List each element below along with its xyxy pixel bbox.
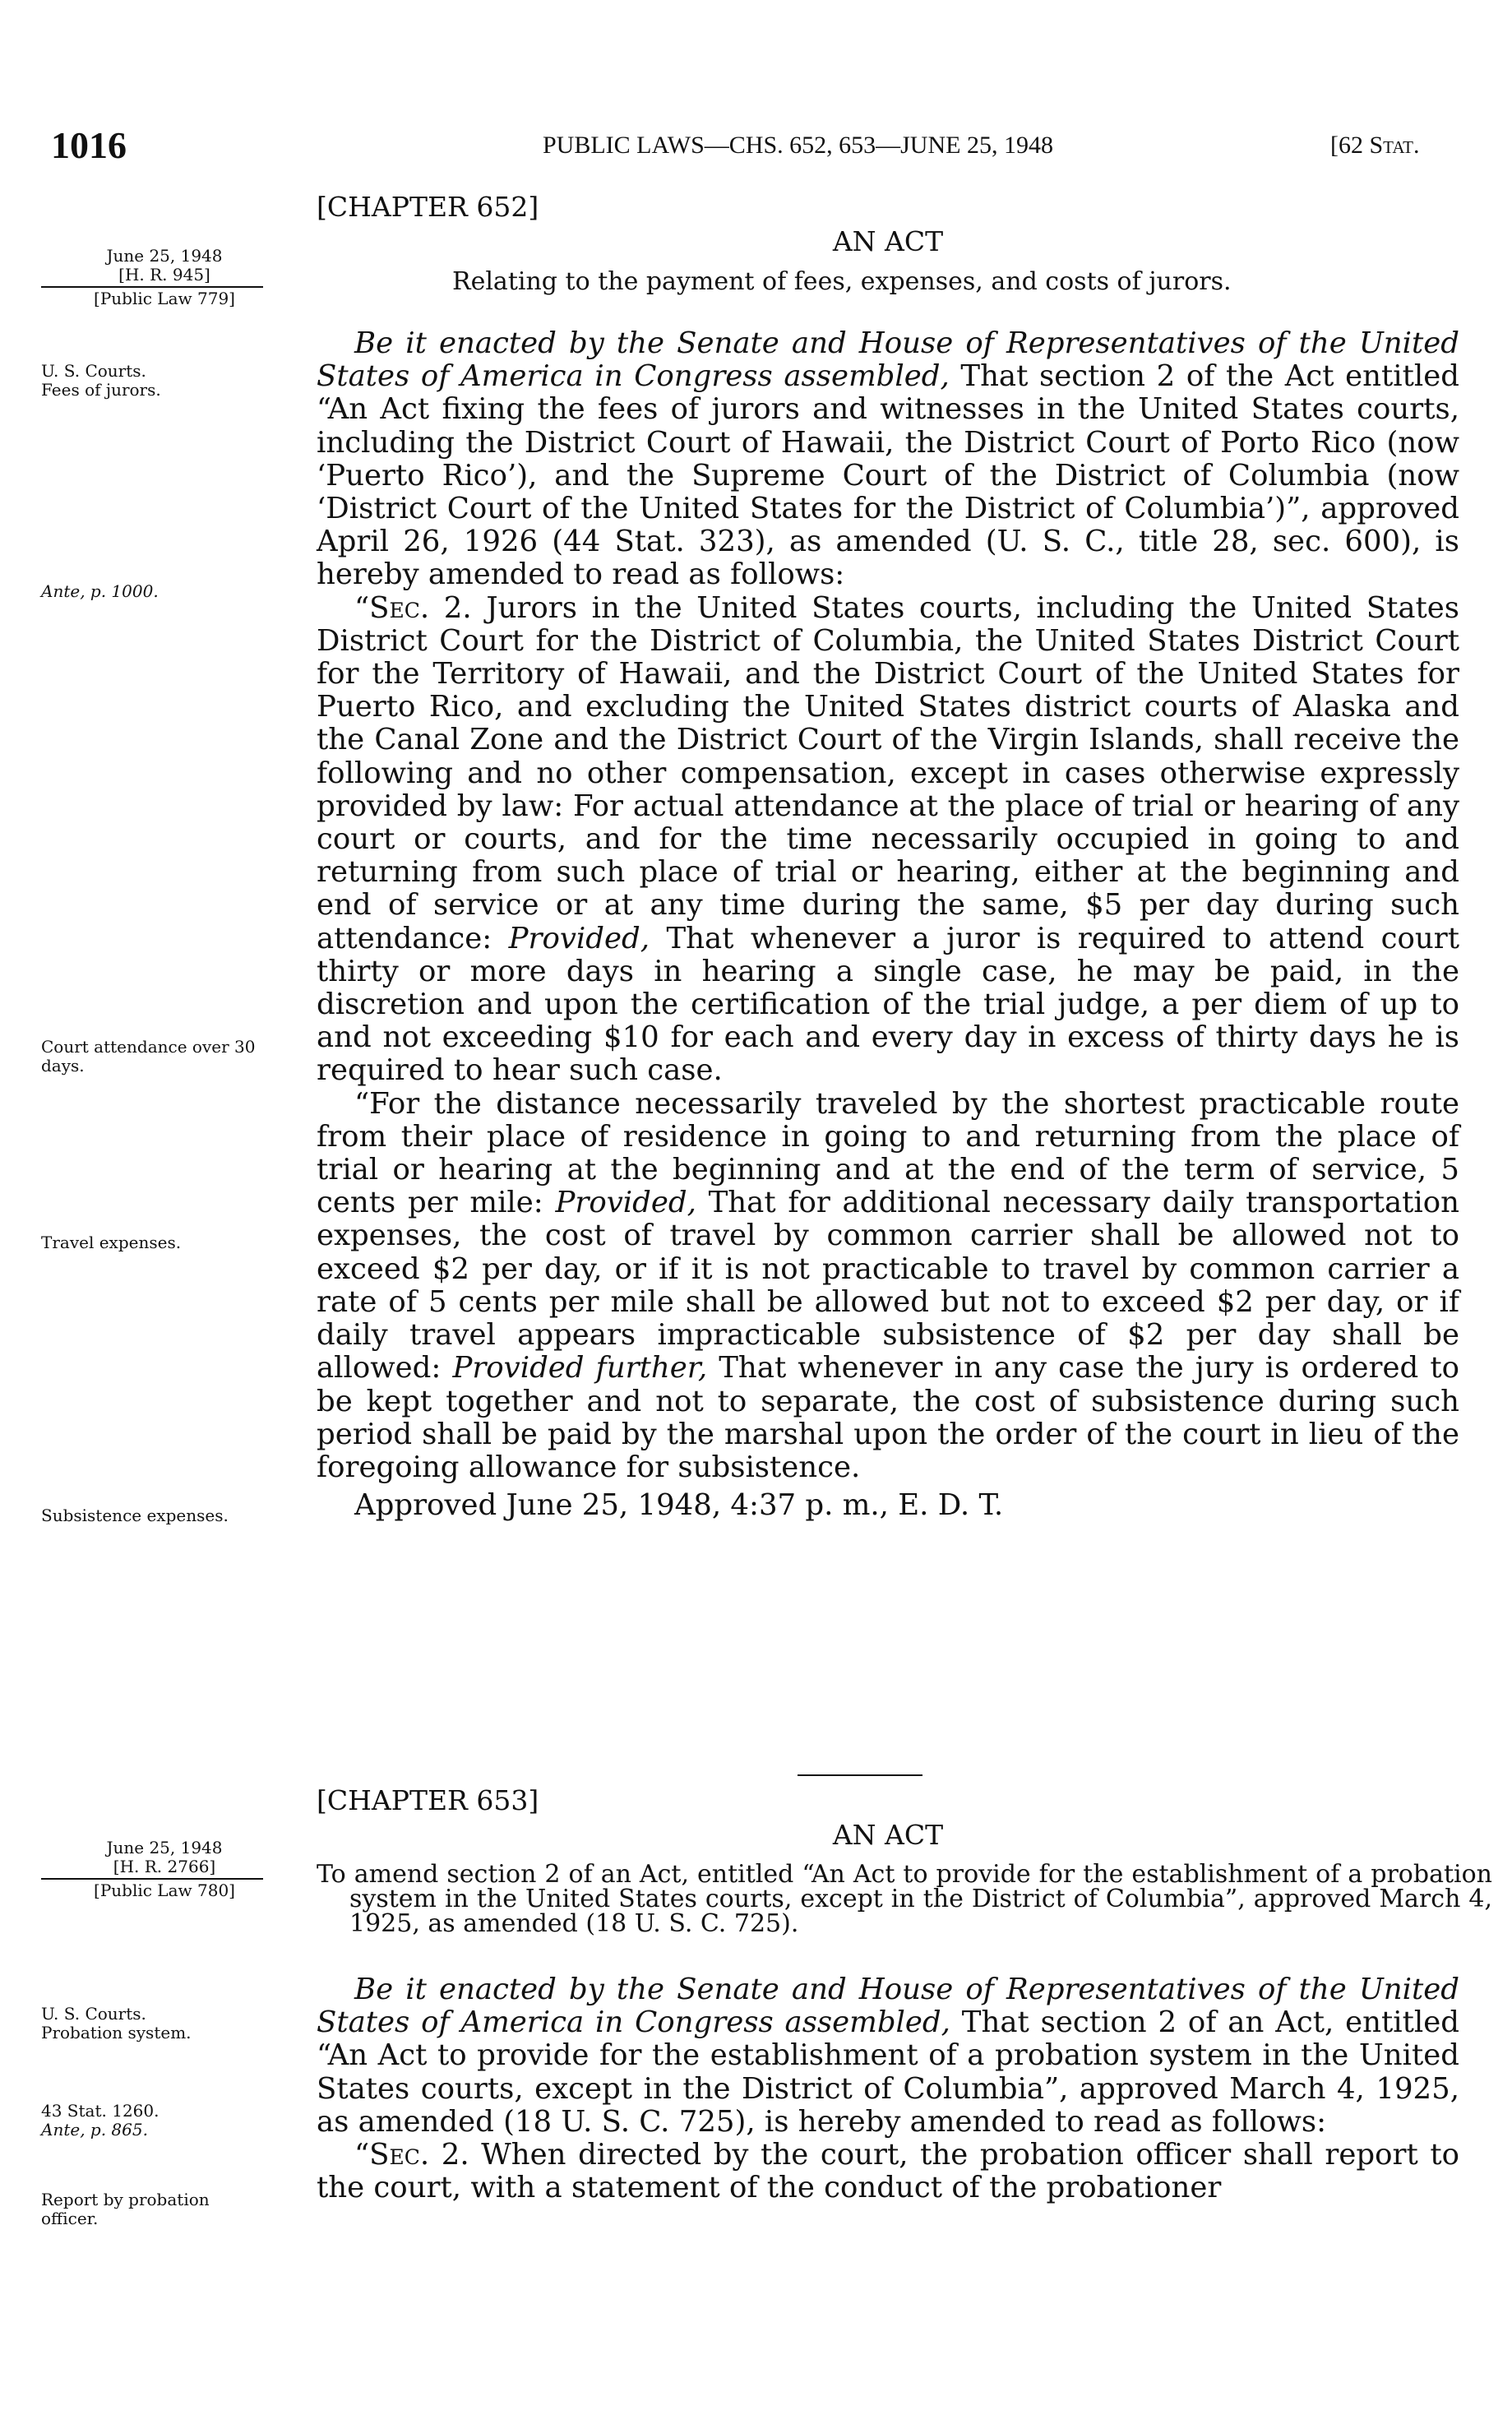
chapter-652-an-act: AN ACT bbox=[832, 225, 944, 257]
chapter-653-paragraph-1 bbox=[317, 1973, 1459, 2139]
chapter-652-paragraph-1 bbox=[317, 327, 1459, 592]
chapter-653-description: To amend section 2 of an Act, entitled “An Act to provide for the establishment of a probation system in the United States courts, except in the District of Columbia”, approved March 4, 1925, as amended (18 U. S. C. 725). bbox=[317, 1860, 1492, 1938]
margin-note-ch652-citation bbox=[41, 247, 288, 308]
quote-mark: “ bbox=[354, 2138, 370, 2172]
paragraph-text: That whenever in any case the jury is ordered to be kept together and not to separate, the cost of subsistence during such period shall be paid by the marshal upon the order of the court in lieu of the foregoing allowance for subsistence. bbox=[317, 1351, 1459, 1484]
margin-note-court-attendance: Court attendance over 30 days. bbox=[41, 1037, 256, 1076]
margin-topic-line-2: Fees of jurors. bbox=[41, 380, 161, 400]
margin-note-ch653-topic bbox=[41, 2005, 288, 2042]
chapter-653-body bbox=[317, 1973, 1459, 2204]
page-number: 1016 bbox=[51, 124, 127, 166]
margin-topic-line-1: U. S. Courts. bbox=[41, 361, 146, 381]
chapter-653-heading: [CHAPTER 653] bbox=[317, 1784, 539, 1816]
margin-topic-line-1: U. S. Courts. bbox=[41, 2004, 146, 2024]
chapter-652-section-2 bbox=[317, 592, 1459, 1088]
margin-date: June 25, 1948 bbox=[106, 1838, 223, 1857]
paragraph-text: That section 2 of an Act, entitled “An Act to provide for the establishment of a probation system in the United States courts, except in the District of Columbia”, approved March 4, 1925, as amended (18 U. S. C. 725), is hereby amended to read as follows: bbox=[317, 2005, 1459, 2139]
paragraph-text: That for additional necessary daily transportation expenses, the cost of travel by common carrier shall be allowed not to exceed $2 per day, or if it is not practicable to travel by common carrier a rate of 5 cents per mile shall be allowed but not to exceed $2 per day, or if daily travel appears impracticable subsistence of $2 per day shall be allowed: bbox=[317, 1186, 1459, 1385]
margin-note-ch652-topic bbox=[41, 362, 288, 400]
chapter-652-travel-paragraph bbox=[317, 1088, 1459, 1484]
stat-ref-word: Stat. bbox=[1369, 132, 1420, 159]
proviso: Provided, bbox=[555, 1186, 696, 1220]
margin-note-ch653-citation bbox=[41, 1839, 288, 1900]
statute-reference bbox=[1330, 132, 1420, 160]
paragraph-text: 2. Jurors in the United States courts, including the United States District Court for the District of Columbia, the United States District Court for the Territory of Hawaii, and the District Court of the United States for Puerto Rico, and excluding the United States district courts of Alaska and the Canal Zone and the District Court of the Virgin Islands, shall receive the following and no other compensation, except in cases otherwise expressly provided by law: For actual attendance at the place of trial or hearing of any court or courts, and for the time necessarily occupied in going to and returning from such place of trial or hearing, either at the beginning and end of service or at any time during the same, $5 per day during such attendance: bbox=[317, 590, 1459, 955]
paragraph-text: 2. When directed by the court, the probation officer shall report to the court, with a statement of the conduct of the probationer bbox=[317, 2138, 1459, 2205]
margin-public-law: [Public Law 779] bbox=[94, 289, 235, 308]
margin-note-subsistence: Subsistence expenses. bbox=[41, 1506, 229, 1525]
enacting-clause: Be it enacted by the Senate and House of Representatives of the United States of America in Congress assembled, bbox=[317, 1973, 1459, 2040]
section-label: Sec. bbox=[369, 590, 430, 625]
margin-date: June 25, 1948 bbox=[106, 246, 223, 266]
margin-note-ch653-stat bbox=[41, 2102, 288, 2140]
paragraph-text: That whenever a juror is required to attend court thirty or more days in hearing a single case, he may be paid, in the discretion and upon the certification of the trial judge, a per diem of up to and not exceeding $10 for each and every day in excess of thirty days he is required to hear such case. bbox=[317, 921, 1459, 1088]
chapter-653-an-act: AN ACT bbox=[832, 1819, 944, 1851]
paragraph-text: “For the distance necessarily traveled by the shortest practicable route from their place of residence in going to and returning from the place of trial or hearing at the beginning and at the end of the term of service, 5 cents per mile: bbox=[317, 1086, 1459, 1220]
chapter-652-approval: Approved June 25, 1948, 4:37 p. m., E. D. T. bbox=[354, 1488, 1004, 1523]
margin-note-report: Report by probation officer. bbox=[41, 2190, 210, 2228]
paragraph-text: That section 2 of the Act entitled “An Act fixing the fees of jurors and witnesses in the United States courts, including the District Court of Hawaii, the District Court of Porto Rico (now ‘Puerto Rico’), and the Supreme Court of the District of Columbia (now ‘District Court of the United States for the District of Columbia’)”, approved April 26, 1926 (44 Stat. 323), as amended (U. S. C., title 28, sec. 600), is hereby amended to read as follows: bbox=[317, 359, 1460, 592]
margin-bill: [H. R. 2766] bbox=[113, 1857, 216, 1876]
proviso: Provided, bbox=[508, 921, 650, 955]
proviso-further: Provided further, bbox=[452, 1351, 708, 1385]
quote-mark: “ bbox=[354, 590, 370, 625]
section-label: Sec. bbox=[369, 2138, 430, 2172]
chapter-652-description: Relating to the payment of fees, expenses, and costs of jurors. bbox=[452, 267, 1232, 296]
margin-rule bbox=[41, 286, 263, 288]
running-head: PUBLIC LAWS—CHS. 652, 653—JUNE 25, 1948 bbox=[543, 132, 1053, 159]
chapter-652-body bbox=[317, 327, 1459, 1522]
stat-ref-bracket: [62 bbox=[1330, 132, 1370, 159]
margin-public-law: [Public Law 780] bbox=[94, 1880, 235, 1900]
margin-stat: 43 Stat. 1260. bbox=[41, 2101, 160, 2121]
margin-topic-line-2: Probation system. bbox=[41, 2023, 192, 2042]
margin-rule bbox=[41, 1878, 263, 1880]
chapter-separator bbox=[798, 1774, 922, 1776]
chapter-652-heading: [CHAPTER 652] bbox=[317, 191, 539, 223]
chapter-653-section-2 bbox=[317, 2139, 1459, 2204]
enacting-clause: Be it enacted by the Senate and House of Representatives of the United States of America in Congress assembled, bbox=[317, 326, 1459, 394]
margin-ante: Ante, p. 865. bbox=[41, 2120, 148, 2140]
margin-note-ante: Ante, p. 1000. bbox=[41, 581, 159, 601]
margin-bill: [H. R. 945] bbox=[118, 265, 210, 284]
margin-note-travel: Travel expenses. bbox=[41, 1233, 182, 1252]
